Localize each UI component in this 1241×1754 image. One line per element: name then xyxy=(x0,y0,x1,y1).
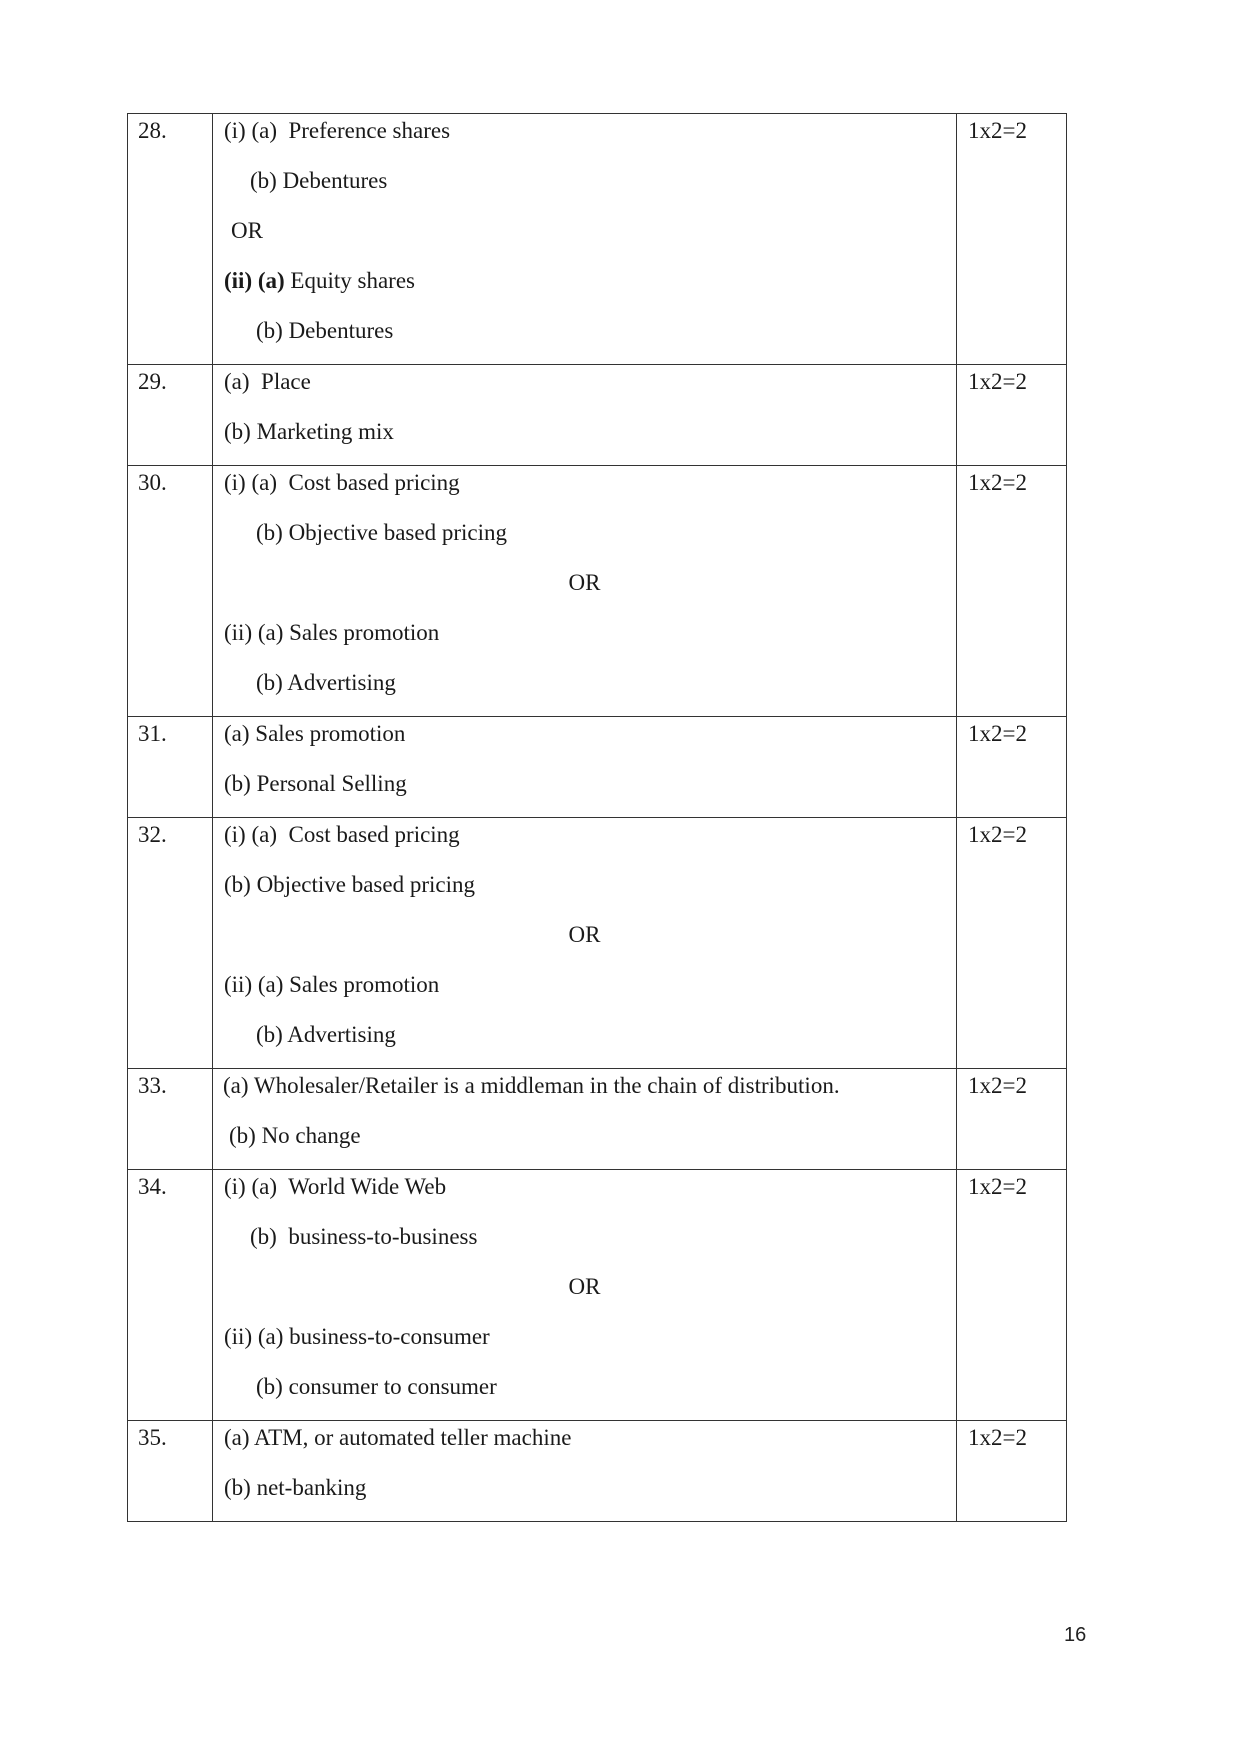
answer-line: (b) Debentures xyxy=(250,168,388,193)
marks-cell xyxy=(957,717,1067,818)
answer-line: (b) Debentures xyxy=(256,318,394,343)
answer-cell xyxy=(213,1069,957,1170)
marks-cell xyxy=(957,1069,1067,1170)
answer-line: (ii) (a) Sales promotion xyxy=(224,972,440,997)
marks-cell xyxy=(957,818,1067,1069)
answer-line: (a) ATM, or automated teller machine xyxy=(224,1425,572,1450)
or-separator: OR xyxy=(568,922,601,947)
question-number-cell xyxy=(128,1421,213,1522)
marks-cell xyxy=(957,114,1067,365)
table-row xyxy=(128,818,1067,1069)
marks-value: 1x2=2 xyxy=(968,1073,1027,1098)
table-row xyxy=(128,114,1067,365)
answer-cell xyxy=(213,1170,957,1421)
answer-key-table xyxy=(127,113,1067,1522)
question-number-cell xyxy=(128,1069,213,1170)
table-row xyxy=(128,1421,1067,1522)
answer-line: (a) Wholesaler/Retailer is a middleman in the chain of distribution. xyxy=(223,1073,840,1098)
answer-line: (b) Objective based pricing xyxy=(256,520,507,545)
answer-line: (b) consumer to consumer xyxy=(256,1374,497,1399)
answer-line: (i) (a) Preference shares xyxy=(224,118,451,143)
marks-cell xyxy=(957,466,1067,717)
answer-line: (b) net-banking xyxy=(224,1475,367,1500)
answer-line: (b) Personal Selling xyxy=(224,771,407,796)
answer-line: (a) Place xyxy=(224,369,311,394)
question-number: 29. xyxy=(138,369,167,394)
marks-cell xyxy=(957,365,1067,466)
answer-part-label: (ii) (a) xyxy=(224,268,285,293)
question-number: 28. xyxy=(138,118,167,143)
marks-value: 1x2=2 xyxy=(968,470,1027,495)
answer-cell xyxy=(213,114,957,365)
question-number-cell xyxy=(128,466,213,717)
marks-cell xyxy=(957,1170,1067,1421)
question-number-cell xyxy=(128,818,213,1069)
question-number: 30. xyxy=(138,470,167,495)
marks-value: 1x2=2 xyxy=(968,1425,1027,1450)
answer-line: (i) (a) Cost based pricing xyxy=(224,822,460,847)
table-row xyxy=(128,1170,1067,1421)
answer-line: (ii) (a) Sales promotion xyxy=(224,620,440,645)
answer-line: (i) (a) World Wide Web xyxy=(224,1174,447,1199)
question-number: 33. xyxy=(138,1073,167,1098)
marks-value: 1x2=2 xyxy=(968,822,1027,847)
or-separator: OR xyxy=(568,1274,601,1299)
question-number: 31. xyxy=(138,721,167,746)
question-number-cell xyxy=(128,717,213,818)
question-number-cell xyxy=(128,1170,213,1421)
answer-cell xyxy=(213,717,957,818)
page-number: 16 xyxy=(1064,1624,1087,1646)
marks-value: 1x2=2 xyxy=(968,1174,1027,1199)
answer-line: (b) business-to-business xyxy=(250,1224,478,1249)
question-number-cell xyxy=(128,365,213,466)
answer-cell xyxy=(213,466,957,717)
table-row xyxy=(128,717,1067,818)
marks-value: 1x2=2 xyxy=(968,369,1027,394)
marks-cell xyxy=(957,1421,1067,1522)
answer-line: (ii) (a) business-to-consumer xyxy=(224,1324,490,1349)
answer-text: Equity shares xyxy=(284,268,415,293)
answer-cell xyxy=(213,365,957,466)
marks-value: 1x2=2 xyxy=(968,721,1027,746)
question-number: 32. xyxy=(138,822,167,847)
answer-line: (i) (a) Cost based pricing xyxy=(224,470,460,495)
answer-line xyxy=(213,264,956,314)
answer-line: (b) Marketing mix xyxy=(224,419,394,444)
question-number-cell xyxy=(128,114,213,365)
question-number: 35. xyxy=(138,1425,167,1450)
answer-cell xyxy=(213,1421,957,1522)
answer-line: (b) Advertising xyxy=(256,1022,396,1047)
or-separator: OR xyxy=(568,570,601,595)
answer-line: (a) Sales promotion xyxy=(224,721,406,746)
table-row xyxy=(128,466,1067,717)
answer-line: (b) Advertising xyxy=(256,670,396,695)
answer-cell xyxy=(213,818,957,1069)
table-row xyxy=(128,1069,1067,1170)
or-separator: OR xyxy=(231,218,263,243)
answer-line: (b) Objective based pricing xyxy=(224,872,475,897)
answer-line: (b) No change xyxy=(229,1123,361,1148)
question-number: 34. xyxy=(138,1174,167,1199)
table-row xyxy=(128,365,1067,466)
marks-value: 1x2=2 xyxy=(968,118,1027,143)
